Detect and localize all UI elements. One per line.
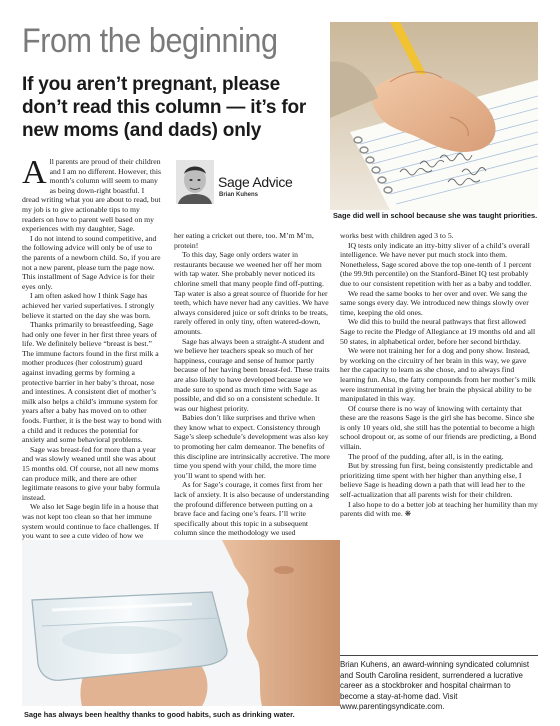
author-headshot <box>176 160 214 204</box>
writing-illustration <box>330 22 538 210</box>
column-title: Sage Advice <box>218 174 293 190</box>
article-paragraph: her eating a cricket out there, too. M’m M’m, protein! <box>174 231 314 250</box>
column-header <box>176 160 326 206</box>
article-paragraph: But by stressing fun first, being consistently predictable and prioritizing time spent with her higher than anything else, I believe Sage is heading down a path that will lead her to the self-actualization that all parents wish for their children. <box>340 461 533 500</box>
drinking-illustration <box>22 540 340 706</box>
bottom-photo-caption: Sage has always been healthy thanks to good habits, such as drinking water. <box>24 710 295 719</box>
article-paragraph: To this day, Sage only orders water in restaurants because we weened her off her mom with tap water. She probably never noticed its chlorine smell that many people find off-putting. Tap water is also a great source of fluoride for her teeth, which have never had any cavities. We have always considered juice or soft drinks to be treats, rarely offered in only tiny, often watered-down, amounts. <box>174 250 329 336</box>
article-column-2 <box>174 231 330 538</box>
headline: From the beginning <box>22 22 278 60</box>
photo-child-writing <box>330 22 538 210</box>
article-paragraph: Sage has always been a straight-A student and we believe her teachers speak so much of her happiness, courage and sense of humor partly because of her having been breast-fed. These traits are also likely to have developed because we made sure to spend as much time with Sage as possible, and did so on a consistent schedule. It was our highest priority. <box>174 336 330 413</box>
drop-cap: A <box>22 154 47 191</box>
article-paragraph: works best with children aged 3 to 5. <box>340 231 454 240</box>
article-paragraph: As for Sage’s courage, it comes first from her lack of anxiety. It is also because of understanding the profound difference between putting on a brave face and facing one’s fears. I’ll write specifically about this topic in a subsequent column since the methodology we used <box>174 480 330 538</box>
top-photo-caption: Sage did well in school because she was taught priorities. <box>333 211 538 220</box>
article-paragraph: I do not intend to sound competitive, and the following advice will only be of use to the parents of a newborn child. So, if you are not a new parent, please turn the page now. This installment of Sage Advice is for their eyes only. <box>22 233 161 291</box>
article-paragraph: I am often asked how I think Sage has achieved her varied superlatives. I strongly believe it started on the day she was born. <box>22 291 155 320</box>
photo-child-drinking <box>22 540 340 706</box>
article-paragraph: The proof of the pudding, after all, is in the eating. <box>348 451 504 461</box>
article-paragraph: Sage was breast-fed for more than a year and was slowly weaned until she was about 15 months old. Of course, not all new moms can produce milk, and there are other legitimate reasons to give your baby formula instead. <box>22 444 160 502</box>
article-paragraph: We read the same books to her over and over. We sang the same songs every day. We introduced new things slowly over time, keeping the old ones. <box>340 288 529 317</box>
article-paragraph: We also let Sage begin life in a house that was not kept too clean so that her immune system would continue to face challenges. If you want to see a cute video of how we <box>22 502 159 541</box>
bio-divider <box>340 655 538 656</box>
article-column-3 <box>340 231 538 519</box>
avatar-icon <box>176 160 214 204</box>
article-paragraph: We were not training her for a dog and pony show. Instead, by working on the circuitry of her brain in this way, we gave her the capacity to learn as she chose, and to always find learning fun. Also, the fatty compounds from her mother’s milk were instrumental in giving her brain the physical ability to be manipulated in this way. <box>340 346 536 404</box>
column-author: Brian Kuhens <box>219 192 259 198</box>
article-paragraph: Babies don’t like surprises and thrive when they know what to expect. Consistency through Sage’s sleep schedule’s development was also key to promoting her calm demeanor. The benefits of this discipline are intrinsically accretive. The more time you spend with your child, the more time you’ll want to spend with her. <box>174 413 330 480</box>
author-bio: Brian Kuhens, an award-winning syndicated columnist and South Carolina resident, surrendered a lucrative career as a stockbroker and hospital chairman to become a stay-at-home dad. Visit www.parentingsyndicate.com. <box>340 660 530 712</box>
article-paragraph: IQ tests only indicate an itty-bitty sliver of a child’s overall intelligence. We have never put much stock into them. Nonetheless, Sage scored above the top one-tenth of 1 percent (the 99.9th percentile) on the Stanford-Binet IQ test probably due to our consistent repetition with her as a baby and toddler. <box>340 240 532 288</box>
article-column-1 <box>22 154 162 570</box>
article-paragraph: All parents are proud of their children and I am no different. However, this month’s column will seem to many as being down-right boastful. I dread writing what you are about to read, but my job is to give actionable tips to my readers on how to parent well based on my experiences with my daughter, Sage. <box>22 154 161 234</box>
article-paragraph: Thanks primarily to breastfeeding, Sage had only one fever in her first three years of life. We definitely believe “breast is best.” The immune factors found in the first milk a mother produces (her colostrum) guard against invading germs by forming a protective barrier in her baby’s throat, nose and intestines. A consistent diet of mother’s milk also helps a child’s immune system for years after a baby has moved on to other foods. Further, it is the best way to bond with a child and it reduces the potential for anxiety and some behavioral problems. <box>22 320 162 445</box>
article-paragraph: Of course there is no way of knowing with certainty that these are the reasons Sage is the girl she has become. Since she is only 10 years old, she still has the potential to become a high school dropout or, as some of our friends are predicting, a Bond villain. <box>340 403 537 452</box>
article-paragraph: I also hope to do a better job at teaching her humility than my parents did with me. ❋ <box>340 499 538 519</box>
subhead: If you aren’t pregnant, please don’t read this column — it’s for new moms (and dads) only <box>22 74 307 141</box>
article-paragraph: We did this to build the neural pathways that first allowed Sage to recite the Pledge of Allegiance at 19 months old and all 50 states, in alphabetical order, before her second birthday. <box>340 317 536 346</box>
